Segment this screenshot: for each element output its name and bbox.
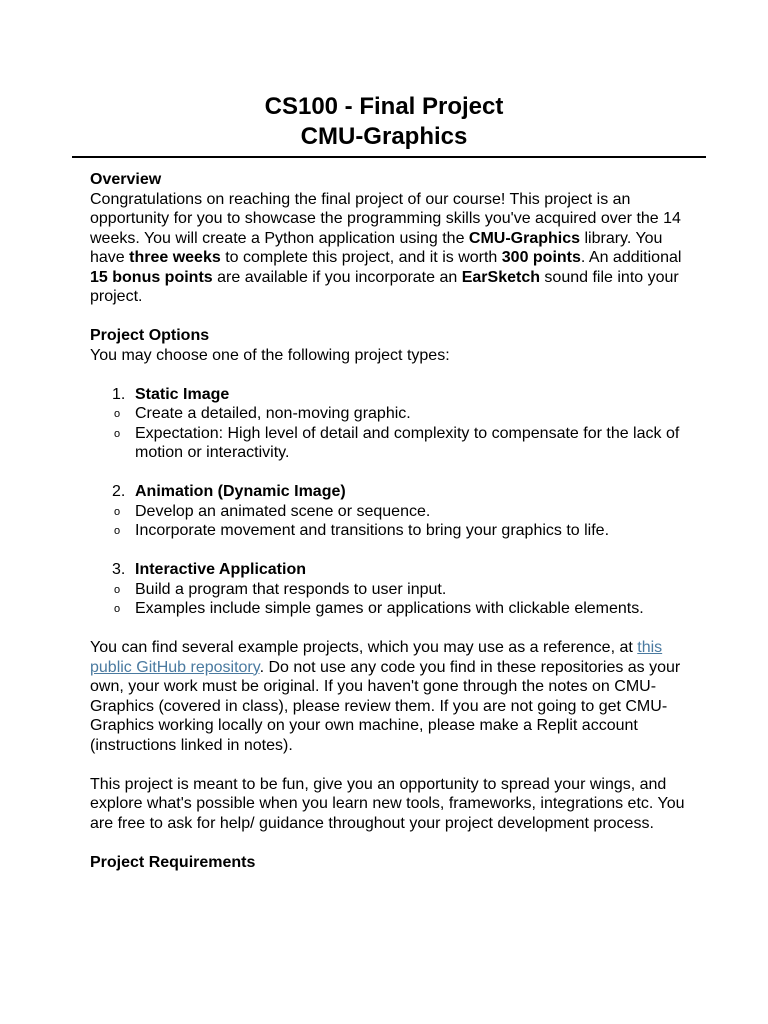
overview-heading: Overview bbox=[90, 171, 162, 188]
option-bullets bbox=[90, 580, 690, 619]
list-item: o Incorporate movement and transitions to bring your graphics to life. bbox=[90, 521, 690, 541]
option-bullets bbox=[90, 502, 690, 541]
options-intro: You may choose one of the following project types: bbox=[90, 346, 450, 364]
list-item bbox=[90, 385, 690, 405]
title-divider bbox=[72, 156, 706, 158]
option-number: 1. bbox=[112, 385, 126, 403]
bullet-icon: o bbox=[114, 525, 121, 537]
options-list bbox=[90, 385, 690, 619]
list-item: o Examples include simple games or applications with clickable elements. bbox=[90, 599, 690, 619]
bullet-icon: o bbox=[114, 583, 121, 596]
bullet-icon: o bbox=[114, 408, 121, 420]
earsketch-bold: EarSketch bbox=[461, 268, 540, 286]
options-heading: Project Options bbox=[90, 327, 210, 344]
bullet-icon: o bbox=[114, 603, 121, 615]
list-item: o Build a program that responds to user input. bbox=[90, 580, 690, 600]
option-bullets bbox=[90, 404, 690, 463]
github-repository-link[interactable]: this public GitHub repository bbox=[90, 639, 663, 676]
options-section bbox=[90, 326, 690, 619]
bonus-points-bold: 15 bonus points bbox=[90, 268, 213, 286]
option-title: Static Image bbox=[135, 385, 230, 403]
list-item: o Create a detailed, non-moving graphic. bbox=[90, 404, 690, 424]
list-item bbox=[90, 482, 690, 502]
option-title: Animation (Dynamic Image) bbox=[135, 483, 346, 500]
overview-paragraph: Congratulations on reaching the final project of our course! This project is an opportunity for you to showcase the programming skills you've acquired over the 14 weeks. You will create a Python application using the CMU-Graphics library. You have three weeks to complete this project, and it is worth 300 points. An additional 15 bonus points are available if you incorporate an EarSketch sound file into your project. bbox=[90, 190, 682, 305]
fun-paragraph: This project is meant to be fun, give you an opportunity to spread your wings, and explore what's possible when you learn new tools, frameworks, integrations etc. You are free to ask for help/ guidance throughout your project development process. bbox=[90, 775, 685, 832]
examples-section bbox=[90, 638, 690, 755]
document-body bbox=[90, 170, 690, 872]
option-title: Interactive Application bbox=[135, 561, 306, 578]
three-weeks-bold: three weeks bbox=[129, 249, 221, 266]
requirements-section bbox=[90, 853, 690, 873]
overview-section bbox=[90, 170, 690, 307]
fun-section bbox=[90, 775, 690, 834]
option-number: 3. bbox=[112, 561, 126, 578]
examples-paragraph: You can find several example projects, which you may use as a reference, at this public GitHub repository. Do not use any code you find in these repositories as your own, your work must be original. If you haven't gone through the notes on CMU-Graphics (covered in class), please review them. If you are not going to get CMU-Graphics working locally on your own machine, please make a Replit account (instructions linked in notes). bbox=[90, 639, 681, 754]
list-item: o Expectation: High level of detail and complexity to compensate for the lack of motion or interactivity. bbox=[114, 424, 680, 461]
requirements-heading: Project Requirements bbox=[90, 853, 256, 871]
title-line-1: CS100 - Final Project bbox=[264, 93, 504, 120]
list-item bbox=[90, 560, 690, 580]
cmu-graphics-bold: CMU-Graphics bbox=[468, 229, 581, 247]
list-item: o Develop an animated scene or sequence. bbox=[90, 502, 690, 522]
document-title bbox=[0, 92, 768, 152]
bullet-icon: o bbox=[114, 427, 121, 440]
bullet-icon: o bbox=[114, 505, 121, 518]
points-bold: 300 points bbox=[501, 249, 581, 266]
option-number: 2. bbox=[112, 483, 126, 500]
title-line-2: CMU-Graphics bbox=[300, 123, 468, 150]
